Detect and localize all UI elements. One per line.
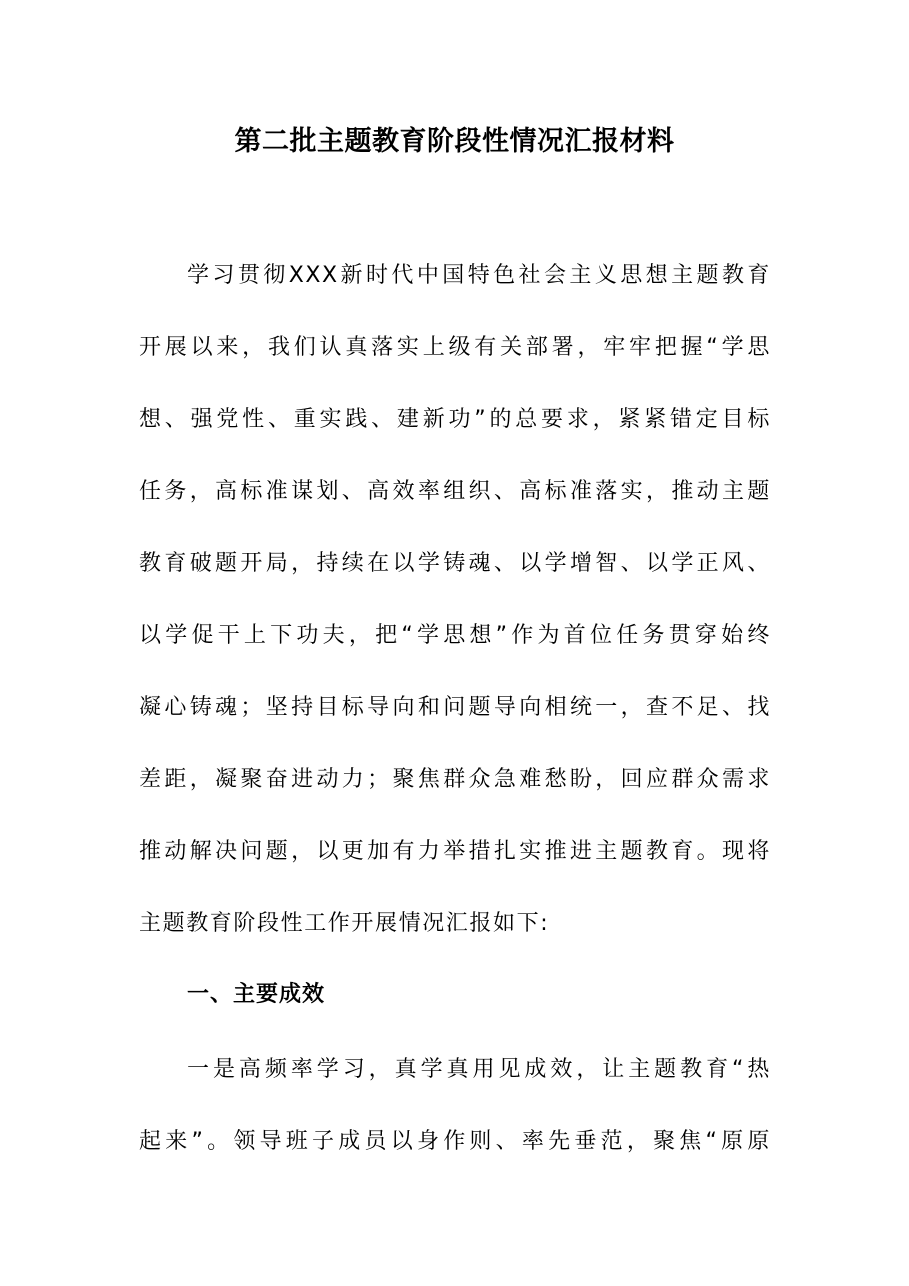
paragraph-line: 起来”。领导班子成员以身作则、率先垂范，聚焦“原原 xyxy=(139,1129,771,1154)
paragraph-line: 教育破题开局，持续在以学铸魂、以学增智、以学正风、 xyxy=(139,551,771,576)
paragraph-line: 推动解决问题，以更加有力举措扎实推进主题教育。现将 xyxy=(139,839,771,864)
paragraph-line: 想、强党性、重实践、建新功”的总要求，紧紧错定目标 xyxy=(139,407,771,432)
section-heading: 一、主要成效 xyxy=(187,982,326,1007)
achievement-paragraph xyxy=(139,1034,771,1178)
paragraph-line: 凝心铸魂；坚持目标导向和问题导向相统一，查不足、找 xyxy=(139,695,771,720)
intro-paragraph xyxy=(139,240,771,960)
paragraph-line: 以学促干上下功夫，把“学思想”作为首位任务贯穿始终 xyxy=(139,623,771,648)
paragraph-line: 学习贯彻XXX新时代中国特色社会主义思想主题教育 xyxy=(187,263,771,288)
paragraph-line: 一是高频率学习，真学真用见成效，让主题教育“热 xyxy=(187,1057,771,1082)
paragraph-line: 任务，高标准谋划、高效率组织、高标准落实，推动主题 xyxy=(139,479,771,504)
paragraph-line: 差距，凝聚奋进动力；聚焦群众急难愁盼，回应群众需求 xyxy=(139,767,771,792)
paragraph-line: 开展以来，我们认真落实上级有关部署，牢牢把握“学思 xyxy=(139,335,771,360)
document-title: 第二批主题教育阶段性情况汇报材料 xyxy=(234,126,675,157)
paragraph-line: 主题教育阶段性工作开展情况汇报如下: xyxy=(139,911,550,936)
